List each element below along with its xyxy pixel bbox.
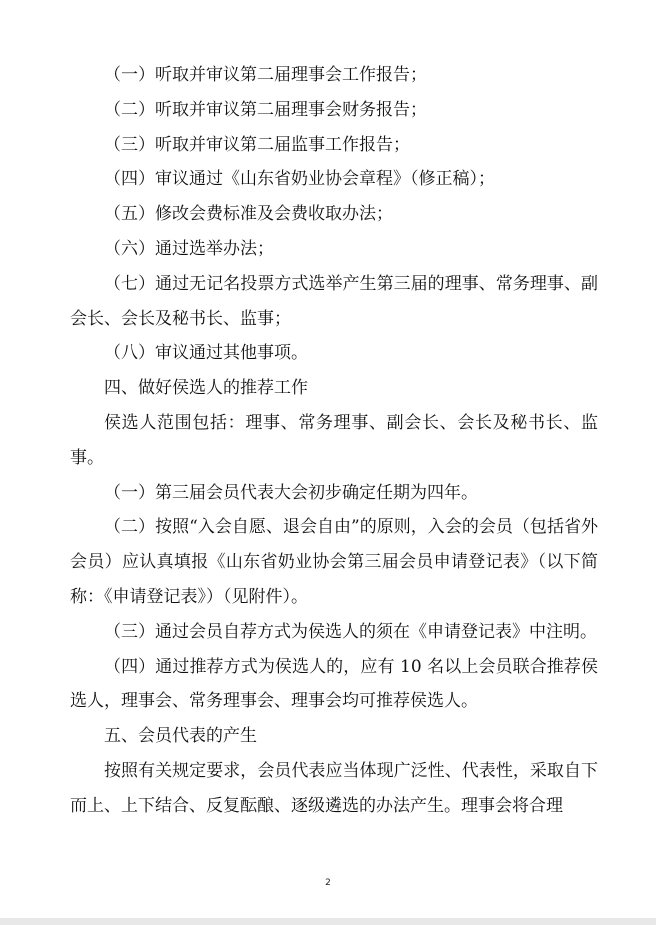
- agenda-item-8: （八）审议通过其他事项。: [104, 343, 308, 364]
- agenda-item-6: （六）通过选举办法；: [104, 238, 274, 259]
- agenda-item-3: （三）听取并审议第二届监事工作报告；: [104, 134, 410, 155]
- document-body: [70, 58, 598, 824]
- agenda-item-7: （七）通过无记名投票方式选举产生第三届的理事、常务理事、副会长、会长及秘书长、监事；: [70, 273, 598, 329]
- agenda-item-4: （四）审议通过《山东省奶业协会章程》（修正稿）；: [104, 169, 495, 190]
- section-4-item-2: （二）按照“入会自愿、退会自由”的原则，入会的会员（包括省外会员）应认真填报《山东省奶业协会第三届会员申请登记表》（以下简称：《申请登记表》）（见附件）。: [70, 517, 598, 607]
- page-bottom-divider: [0, 918, 656, 925]
- agenda-item-5: （五）修改会费标准及会费收取办法；: [104, 204, 393, 225]
- section-heading-5: 五、会员代表的产生: [104, 726, 257, 747]
- section-4-item-3: （三）通过会员自荐方式为侯选人的须在《申请登记表》中注明。: [104, 621, 597, 642]
- page-number: 2: [325, 878, 331, 888]
- section-4-intro: 侯选人范围包括：理事、常务理事、副会长、会长及秘书长、监事。: [70, 412, 598, 468]
- section-4-item-4: （四）通过推荐方式为侯选人的，应有 10 名以上会员联合推荐侯选人，理事会、常务理事会、理事会均可推荐侯选人。: [70, 656, 598, 712]
- agenda-item-2: （二）听取并审议第二届理事会财务报告；: [104, 99, 427, 120]
- section-heading-4: 四、做好侯选人的推荐工作: [104, 378, 308, 399]
- section-5-text: 按照有关规定要求，会员代表应当体现广泛性、代表性，采取自下而上、上下结合、反复酝酿、逐级遴选的办法产生。理事会将合理: [70, 760, 598, 816]
- agenda-item-1: （一）听取并审议第二届理事会工作报告；: [104, 65, 427, 85]
- section-4-item-1: （一）第三届会员代表大会初步确定任期为四年。: [104, 482, 478, 503]
